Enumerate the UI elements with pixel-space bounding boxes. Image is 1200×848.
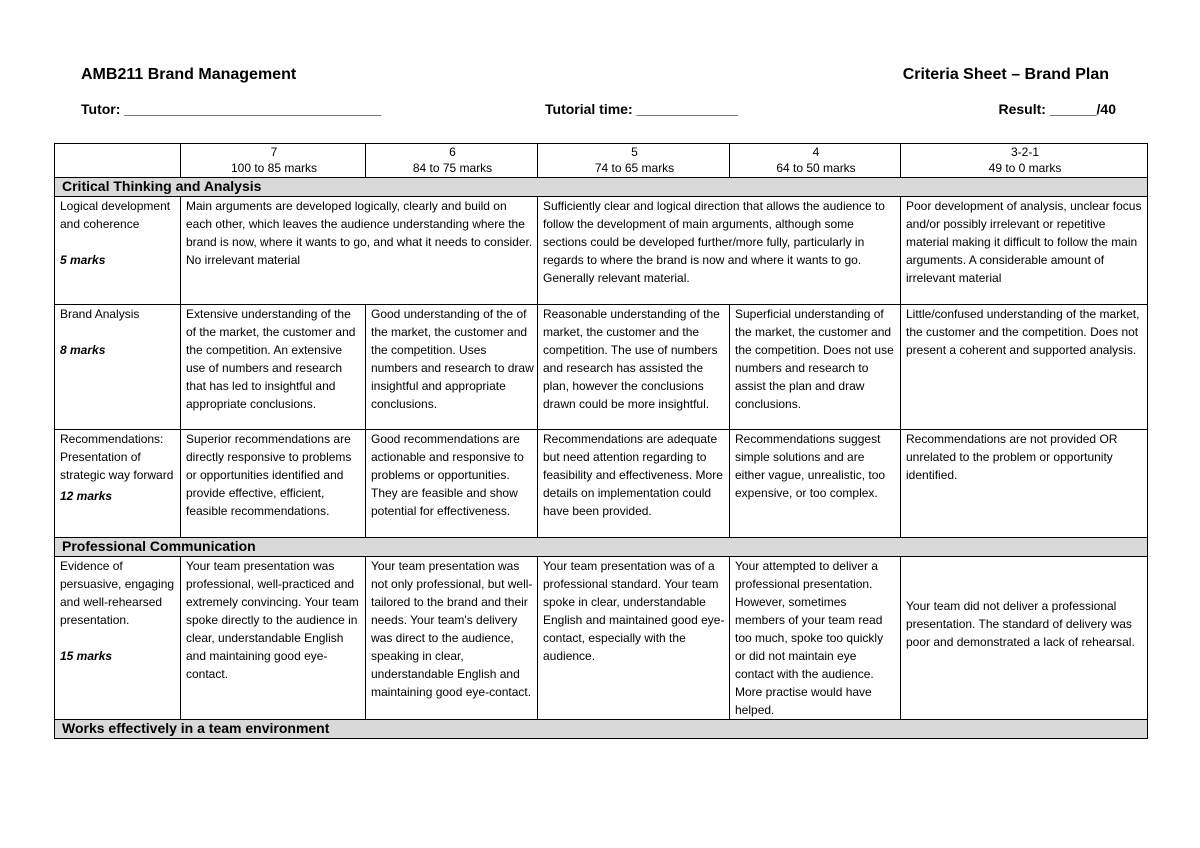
course-title: AMB211 Brand Management	[81, 66, 297, 83]
criterion-row-evidence	[55, 557, 1148, 720]
grade-range: 84 to 75 marks	[412, 161, 493, 175]
criterion-name: Recommendations: Presentation of strategic way forward	[60, 432, 174, 482]
section-title-teamwork: Works effectively in a team environment	[55, 720, 1148, 739]
criterion-cell	[55, 557, 181, 720]
criterion-marks: 15 marks	[60, 649, 113, 663]
descriptor-cell-3-2-1: Recommendations are not provided OR unrelated to the problem or opportunity identified.	[901, 430, 1148, 538]
descriptor-cell-7: Your team presentation was professional, well-practiced and extremely convincing. Your team spoke directly to the audience in clear, understandable English and maintaining good eye-contact.	[181, 557, 366, 720]
descriptor-cell-7-6: Main arguments are developed logically, clearly and build on each other, which leaves the audience understanding where the brand is now, where it wants to go, and what it needs to consider. No irrelevant material	[181, 197, 538, 305]
descriptor-cell-7: Extensive understanding of the of the market, the customer and the competition. An extensive use of numbers and research that has led to insightful and appropriate conclusions.	[181, 305, 366, 430]
criterion-cell	[55, 197, 181, 305]
tutorial-time-field: Tutorial time: _____________	[545, 101, 738, 117]
descriptor-cell-3-2-1: Little/confused understanding of the market, the customer and the competition. Does not present a coherent and supported analysis.	[901, 305, 1148, 430]
descriptor-cell-4: Superficial understanding of the market, the customer and the competition. Does not use numbers and research to assist the plan and draw conclusions.	[730, 305, 901, 430]
criterion-cell	[55, 305, 181, 430]
grade-range: 74 to 65 marks	[594, 161, 675, 175]
criterion-name: Evidence of persuasive, engaging and well-rehearsed presentation.	[60, 559, 175, 627]
descriptor-cell-6: Good understanding of the of the market, the customer and the competition. Uses numbers and research to draw insightful and appropriate conclusions.	[366, 305, 538, 430]
grade-label: 6	[449, 145, 456, 159]
grade-column-5	[538, 144, 730, 178]
grade-column-3-2-1	[901, 144, 1148, 178]
grade-range: 64 to 50 marks	[776, 161, 856, 175]
section-title-professional-communication: Professional Communication	[55, 538, 1148, 557]
descriptor-cell-6: Your team presentation was not only professional, but well-tailored to the brand and their needs. Your team's delivery was direct to the audience, speaking in clear, understandable English and maintaining good eye-contact.	[366, 557, 538, 720]
criterion-marks: 12 marks	[60, 489, 113, 503]
sheet-title: Criteria Sheet – Brand Plan	[902, 66, 1109, 83]
descriptor-text: Your team did not deliver a professional presentation. The standard of delivery was poor and demonstrated a lack of rehearsal.	[906, 599, 1135, 649]
grade-label: 4	[812, 145, 820, 159]
descriptor-cell-5-4: Sufficiently clear and logical direction that allows the audience to follow the development of main arguments, although some sections could be developed further/more fully, particularly in regards to where the brand is now and where it wants to go. Generally relevant material.	[538, 197, 901, 305]
descriptor-cell-4: Your attempted to deliver a professional presentation. However, sometimes members of your team read too much, spoke too quickly or did not maintain eye contact with the audience. More practise would have helped.	[730, 557, 901, 720]
grade-label: 5	[631, 145, 638, 159]
tutor-field: Tutor: _________________________________	[81, 101, 382, 117]
result-field: Result: ______/40	[998, 101, 1116, 117]
descriptor-cell-5: Your team presentation was of a professional standard. Your team spoke in clear, understandable English and maintained good eye-contact, especially with the audience.	[538, 557, 730, 720]
criterion-marks: 5 marks	[60, 253, 106, 267]
header-blank-cell	[55, 144, 181, 178]
descriptor-cell-5: Reasonable understanding of the market, the customer and the competition. The use of numbers and research has assisted the plan, however the conclusions drawn could be more insightful.	[538, 305, 730, 430]
criterion-marks: 8 marks	[60, 343, 106, 357]
descriptor-cell-4: Recommendations suggest simple solutions and are either vague, unrealistic, too expensive, or too complex.	[730, 430, 901, 538]
criterion-name: Brand Analysis	[60, 307, 140, 321]
descriptor-cell-7: Superior recommendations are directly responsive to problems or opportunities identified and provide effective, efficient, feasible recommendations.	[181, 430, 366, 538]
section-row	[55, 178, 1148, 197]
criterion-row-recommendations	[55, 430, 1148, 538]
section-row	[55, 538, 1148, 557]
descriptor-cell-3-2-1	[901, 557, 1148, 720]
grade-range: 100 to 85 marks	[230, 161, 318, 175]
grade-label: 7	[270, 145, 278, 159]
grade-column-7	[181, 144, 366, 178]
grade-range: 49 to 0 marks	[988, 161, 1062, 175]
descriptor-cell-6: Good recommendations are actionable and responsive to problems or opportunities. They are feasible and show potential for effectiveness.	[366, 430, 538, 538]
criterion-row-brand-analysis	[55, 305, 1148, 430]
criteria-table	[54, 143, 1148, 739]
criterion-cell	[55, 430, 181, 538]
descriptor-cell-3-2-1: Poor development of analysis, unclear focus and/or possibly irrelevant or repetitive material making it difficult to follow the main arguments. A considerable amount of irrelevant material	[901, 197, 1148, 305]
section-row	[55, 720, 1148, 739]
descriptor-cell-5: Recommendations are adequate but need attention regarding to feasibility and effectiveness. More details on implementation could have been provided.	[538, 430, 730, 538]
criterion-row-logical	[55, 197, 1148, 305]
grade-column-4	[730, 144, 901, 178]
criterion-name: Logical development and coherence	[60, 199, 171, 231]
grade-column-6	[366, 144, 538, 178]
grade-label: 3-2-1	[1010, 145, 1039, 159]
section-title-critical-thinking: Critical Thinking and Analysis	[55, 178, 1148, 197]
grade-header-row	[55, 144, 1148, 178]
